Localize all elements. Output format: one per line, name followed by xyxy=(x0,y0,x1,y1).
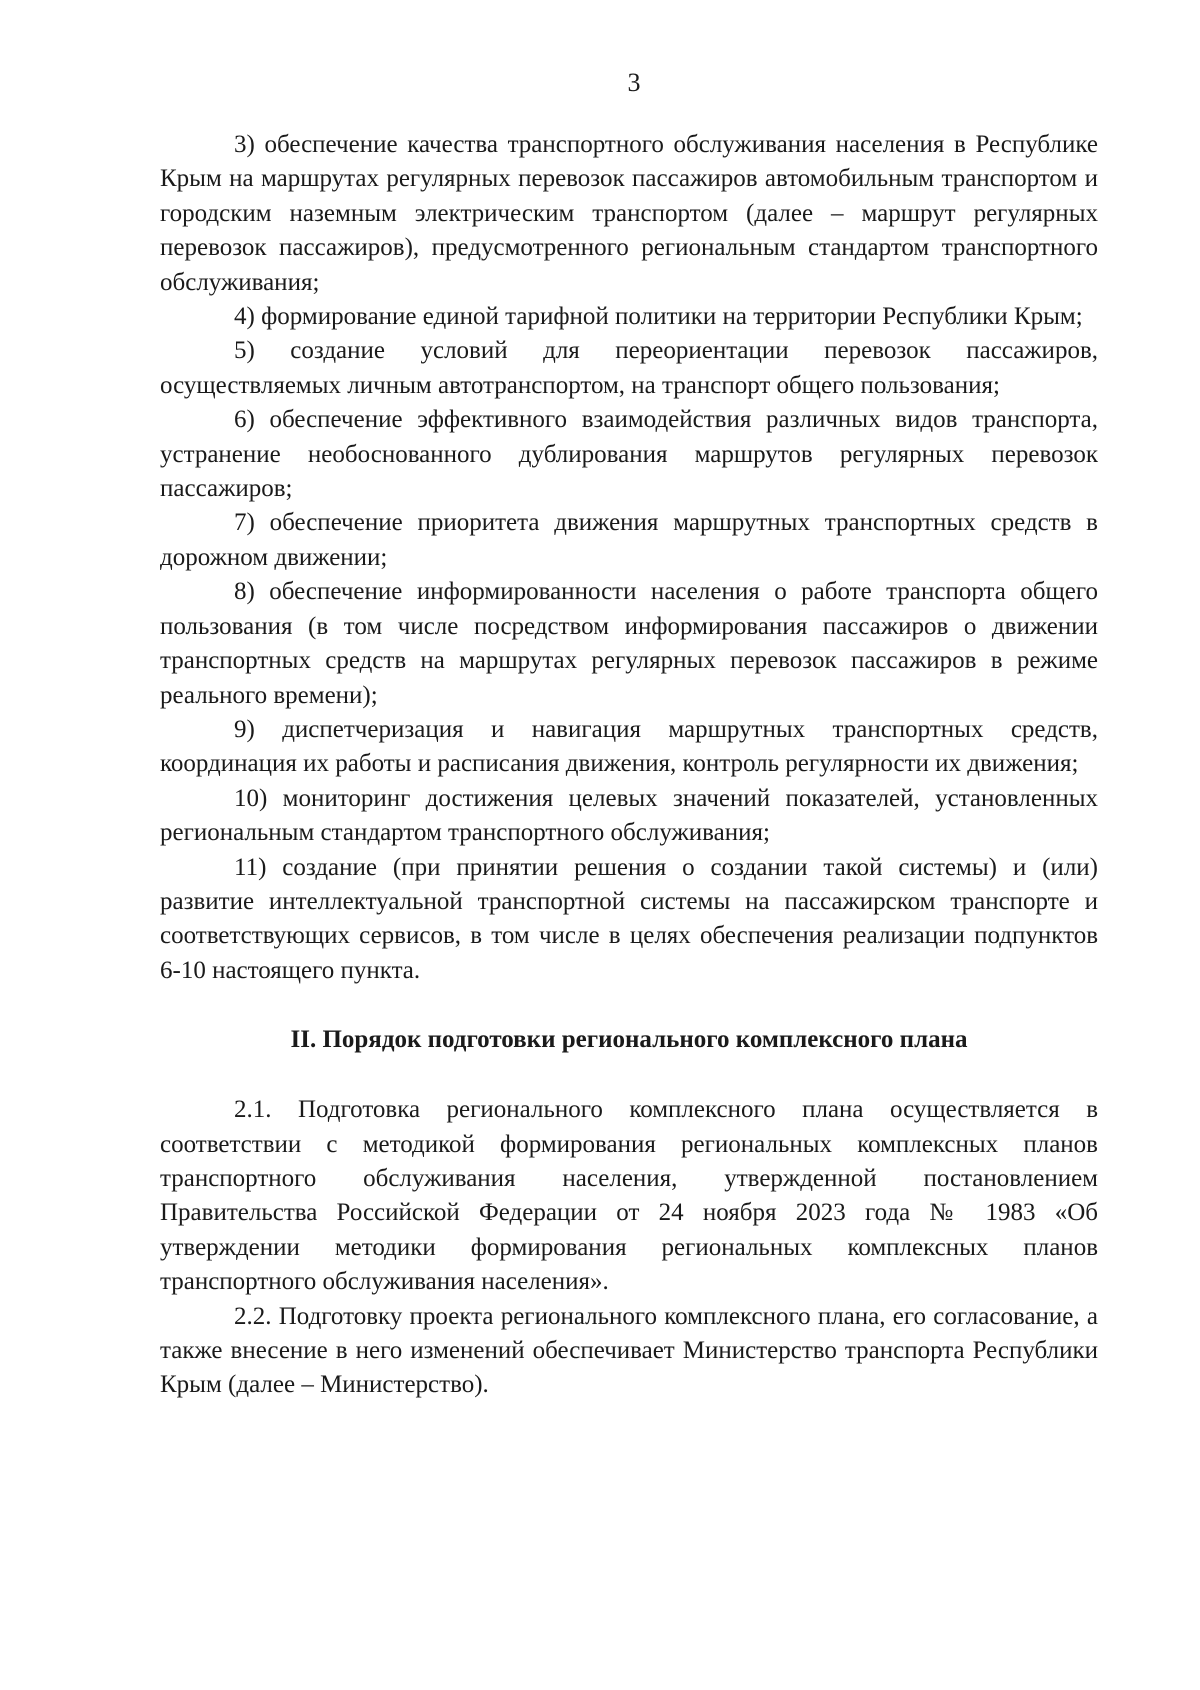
list-item-8: 8) обеспечение информированности населения о работе транспорта общего пользования (в том числе посредством информирования пассажиров о движении транспортных средств на маршрутах регулярных перевозок пассажиров в режиме реального времени); xyxy=(160,578,1098,709)
list-item-7: 7) обеспечение приоритета движения маршрутных транспортных средств в дорожном движении; xyxy=(160,509,1098,571)
list-item-6: 6) обеспечение эффективного взаимодействия различных видов транспорта, устранение необоснованного дублирования маршрутов регулярных перевозок пассажиров; xyxy=(160,406,1098,503)
list-item-4: 4) формирование единой тарифной политики на территории Республики Крым; xyxy=(234,303,1083,331)
list-item-10: 10) мониторинг достижения целевых значений показателей, установленных региональным стандартом транспортного обслуживания; xyxy=(160,784,1098,847)
clause-2-2: 2.2. Подготовку проекта регионального комплексного плана, его согласование, а также внесение в него изменений обеспечивает Министерство транспорта Республики Крым (далее – Министерство). xyxy=(160,1302,1098,1399)
page-number: 3 xyxy=(627,68,641,97)
list-item-9: 9) диспетчеризация и навигация маршрутных транспортных средств, координация их работы и расписания движения, контроль регулярности их движения; xyxy=(160,715,1098,778)
document-body xyxy=(160,128,1098,1403)
list-item-5: 5) создание условий для переориентации перевозок пассажиров, осуществляемых личным автотранспортом, на транспорт общего пользования; xyxy=(160,337,1098,399)
list-item-3: 3) обеспечение качества транспортного обслуживания населения в Республике Крым на маршрутах регулярных перевозок пассажиров автомобильным транспортом и городским наземным электрическим транспортом (далее – маршрут регулярных перевозок пассажиров), предусмотренного региональным стандартом транспортного обслуживания; xyxy=(160,131,1098,296)
list-item-11: 11) создание (при принятии решения о создании такой системы) и (или) развитие интеллектуальной транспортной системы на пассажирском транспорте и соответствующих сервисов, в том числе в целях обеспечения реализации подпунктов 6-10 настоящего пункта. xyxy=(160,853,1098,984)
section-heading: II. Порядок подготовки регионального комплексного плана xyxy=(290,1026,968,1054)
clause-2-1: 2.1. Подготовка регионального комплексного плана осуществляется в соответствии с методикой формирования региональных комплексных планов транспортного обслуживания населения, утвержденной постановлением Правительства Российской Федерации от 24 ноября 2023 года № 1983 «Об утверждении методики формирования региональных комплексных планов транспортного обслуживания населения». xyxy=(160,1096,1098,1296)
